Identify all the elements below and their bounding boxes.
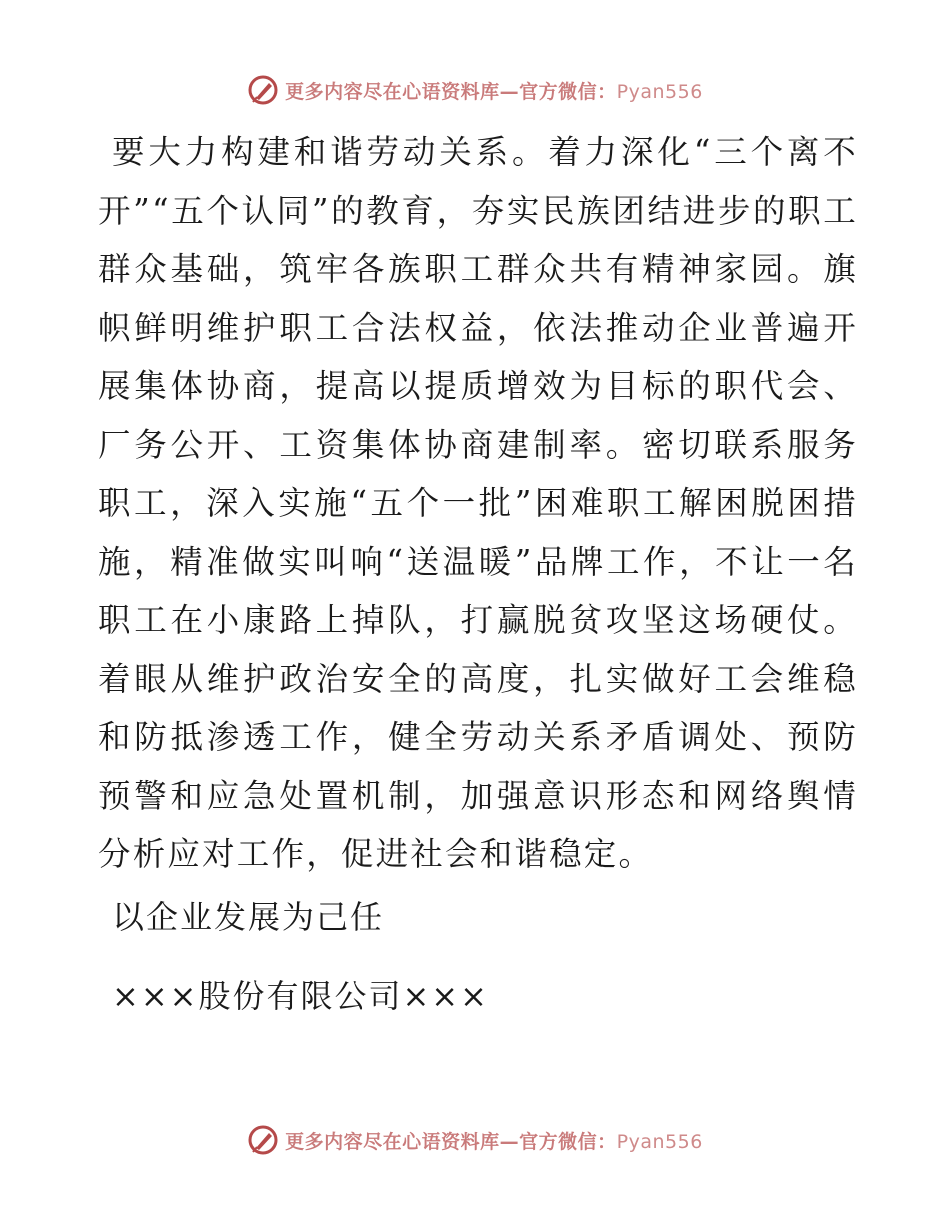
watermark-brand: 更多内容尽在心语资料库—官方微信： (285, 1130, 617, 1153)
section-heading: 以企业发展为己任 (112, 898, 385, 936)
watermark-text (285, 1127, 703, 1154)
watermark-wechat-id: Pyan556 (616, 80, 703, 103)
footer-watermark (0, 1120, 950, 1160)
pen-logo-icon (247, 1124, 279, 1156)
pen-logo-icon (247, 74, 279, 106)
company-name: ×××股份有限公司××× (112, 977, 489, 1015)
body-paragraph: 要大力构建和谐劳动关系。着力深化“三个离不开”“五个认同”的教育，夯实民族团结进步的职工群众基础，筑牢各族职工群众共有精神家园。旗帜鲜明维护职工合法权益，依法推动企业普遍开展集体协商，提高以提质增效为目标的职代会、厂务公开、工资集体协商建制率。密切联系服务职工，深入实施“五个一批”困难职工解困脱困措施，精准做实叫响“送温暖”品牌工作，不让一名职工在小康路上掉队，打赢脱贫攻坚这场硬仗。着眼从维护政治安全的高度，扎实做好工会维稳和防抵渗透工作，健全劳动关系矛盾调处、预防预警和应急处置机制，加强意识形态和网络舆情分析应对工作，促进社会和谐稳定。 (98, 133, 858, 873)
watermark-text (285, 77, 703, 104)
header-watermark (0, 70, 950, 110)
watermark-wechat-id: Pyan556 (616, 1130, 703, 1153)
watermark-brand: 更多内容尽在心语资料库—官方微信： (285, 80, 617, 103)
